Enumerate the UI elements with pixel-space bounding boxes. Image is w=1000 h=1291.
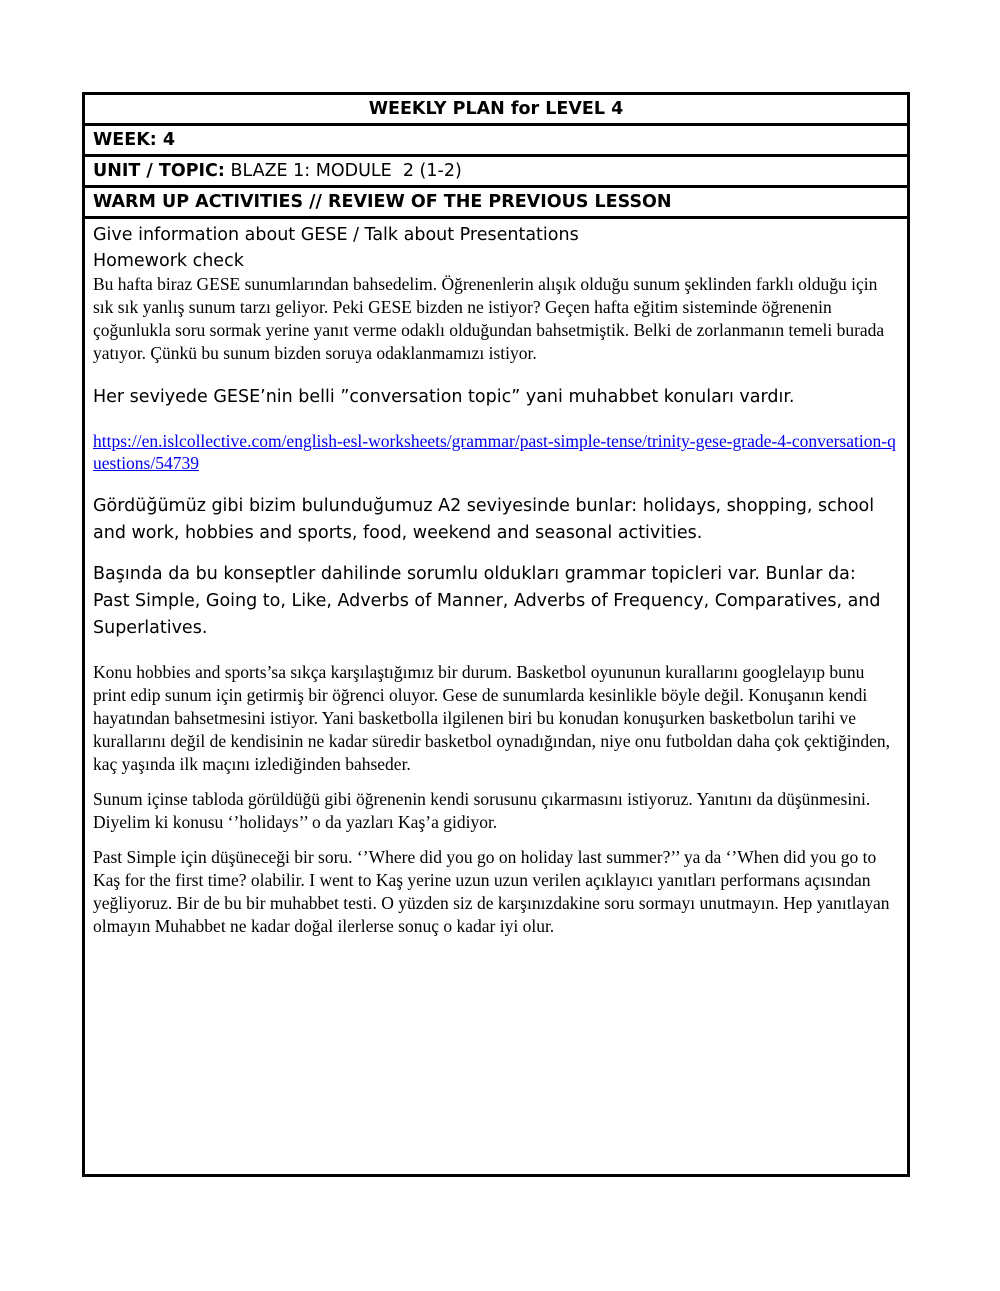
intro-paragraph: Bu hafta biraz GESE sunumlarından bahsedelim. Öğrenenlerin alışık olduğu sunum şeklinden farklı olduğu için sık sık yanlış sunum tarzı geliyor. Peki GESE bizden ne istiyor? Geçen hafta eğitim sisteminde öğrenenin çoğunlukla soru sormak yerine yanıt verme odaklı olduğundan bahsetmiştik. Belki de zorlanmanın temeli burada yatıyor. Çünkü bu sunum bizden soruya odaklanmamızı istiyor. [93,274,885,363]
worksheet-link[interactable]: https://en.islcollective.com/english-esl-worksheets/grammar/past-simple-tense/trinity-gese-grade-4-conversation-questions/54739 [93,431,896,473]
warmup-header: WARM UP ACTIVITIES // REVIEW OF THE PREVIOUS LESSON [85,188,907,219]
plan-title: WEEKLY PLAN for LEVEL 4 [85,95,907,126]
grammar-topics-paragraph: Başında da bu konseptler dahilinde sorumlu oldukları grammar topicleri var. Bunlar da: Past Simple, Going to, Like, Adverbs of Manner, Adverbs of Frequency, Comparatives, and Superlatives. [93,564,881,638]
hobbies-paragraph: Konu hobbies and sports’sa sıkça karşılaştığımız bir durum. Basketbol oyununun kurallarını googlelayıp bunu print edip sunum için getirmiş bir öğrenci oluyor. Gese de sunumlarda kesinlikle böyle değil. Konuşanın kendi hayatından bahsetmesini istiyor. Yani basketbolla ilgilenen biri bu konudan konuşurken basketbolun tarihi ve kurallarını değil de kendisinin ne kadar süredir basketbol oynadığından, niye onu futboldan daha çok çektiğinden, kaç yaşında ilk maçını izlediğinden bahseder. [93,662,891,774]
presentation-paragraph: Sunum içinse tabloda görüldüğü gibi öğrenenin kendi sorusunu çıkarmasını istiyoruz. Yanıtını da düşünmesini. Diyelim ki konusu ‘’holidays’’ o da yazları Kaş’a gidiyor. [93,789,871,832]
unit-topic-value: BLAZE 1: MODULE 2 (1-2) [224,161,462,181]
week-row: WEEK: 4 [85,126,907,157]
unit-topic-label: UNIT / TOPIC: [93,161,225,181]
info-line: Give information about GESE / Talk about Presentations [93,225,579,245]
past-simple-paragraph: Past Simple için düşüneceği bir soru. ‘’Where did you go on holiday last summer?’’ ya da ‘’When did you go to Kaş for the first time? olabilir. I went to Kaş yerine uzun uzun verilen açıklayıcı yanıtları performans açısından yeğliyoruz. Bir de bu bir muhabbet testi. O yüzden siz de karşınızdakine soru sormayı unutmayın. Hep yanıtlayan olmayın Muhabbet ne kadar doğal ilerlerse sonuç o kadar iyi olur. [93,847,890,936]
weekly-plan-table [82,92,910,1177]
conversation-topic-paragraph: Her seviyede GESE’nin belli ”conversation topic” yani muhabbet konuları vardır. [93,387,795,407]
unit-topic-row [85,157,907,188]
homework-line: Homework check [93,251,244,271]
a2-topics-paragraph: Gördüğümüz gibi bizim bulunduğumuz A2 seviyesinde bunlar: holidays, shopping, school and work, hobbies and sports, food, weekend and seasonal activities. [93,496,875,543]
plan-body [85,219,907,938]
